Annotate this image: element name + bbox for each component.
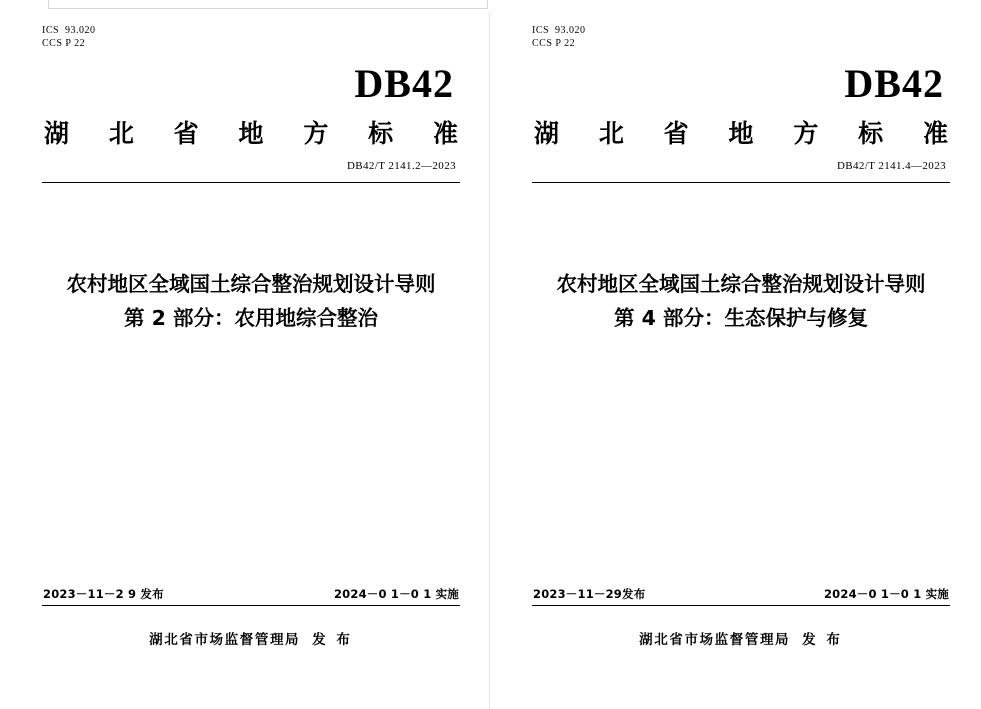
standard-label-char: 地 [728, 119, 754, 148]
footer-divider-left [42, 605, 460, 606]
issuer-right [532, 628, 950, 648]
implement-date-right: 2024－0 1－0 1 实施 [823, 587, 949, 601]
issuer-verb-right: 发 布 [802, 632, 843, 648]
document-title-line2: 第 2 部分：农用地综合整治 [123, 306, 379, 330]
standard-label-char: 省 [173, 119, 199, 148]
standard-label-char: 北 [108, 119, 134, 148]
ics-block-left [42, 24, 460, 50]
header-divider-right [532, 182, 950, 183]
page-top-strip [0, 0, 981, 12]
standard-label-char: 湖 [44, 119, 70, 148]
cover-left-content [42, 24, 460, 684]
cover-pages-container [0, 12, 981, 709]
ccs-line: CCS P 22 [42, 38, 86, 49]
db-number-right: DB42 [844, 61, 944, 106]
cover-footer-left [42, 586, 460, 648]
standard-label-char: 准 [922, 119, 948, 148]
document-title-line1: 农村地区全域国土综合整治规划设计导则 [556, 272, 926, 296]
cover-footer-right [532, 586, 950, 648]
standard-label-right [532, 114, 950, 150]
issuer-name-right: 湖北省市场监督管理局 [639, 632, 791, 648]
previous-page-edge [48, 0, 488, 9]
standard-label-char: 标 [858, 119, 884, 148]
document-title-right [532, 267, 950, 335]
db-number-left: DB42 [354, 61, 454, 106]
ics-line: ICS 93.020 [42, 25, 96, 36]
standard-code-right: DB42/T 2141.4—2023 [836, 160, 946, 172]
publish-date-left: 2023－11－2 9 发布 [43, 587, 164, 601]
publish-date-right: 2023－11－29发布 [533, 587, 646, 601]
standard-label-char: 标 [368, 119, 394, 148]
standard-label-char: 地 [238, 119, 264, 148]
dates-row-left [42, 586, 460, 605]
standard-label-char: 省 [663, 119, 689, 148]
standard-code-left: DB42/T 2141.2—2023 [346, 160, 456, 172]
issuer-verb-left: 发 布 [312, 632, 353, 648]
implement-date-left: 2024－0 1－0 1 实施 [333, 587, 459, 601]
dates-row-right [532, 586, 950, 605]
standard-label-char: 湖 [534, 119, 560, 148]
cover-page-left [0, 12, 490, 709]
standard-label-char: 方 [793, 119, 819, 148]
standard-label-char: 方 [303, 119, 329, 148]
standard-label-char: 北 [598, 119, 624, 148]
standard-label-char: 准 [432, 119, 458, 148]
cover-page-right [490, 12, 980, 709]
footer-divider-right [532, 605, 950, 606]
cover-right-content [532, 24, 950, 684]
document-title-line1: 农村地区全域国土综合整治规划设计导则 [66, 272, 436, 296]
ics-block-right [532, 24, 950, 50]
ics-line: ICS 93.020 [532, 25, 586, 36]
header-divider-left [42, 182, 460, 183]
issuer-name-left: 湖北省市场监督管理局 [149, 632, 301, 648]
standard-label-left [42, 114, 460, 150]
ccs-line: CCS P 22 [532, 38, 576, 49]
document-title-left [42, 267, 460, 335]
issuer-left [42, 628, 460, 648]
document-title-line2: 第 4 部分：生态保护与修复 [613, 306, 869, 330]
